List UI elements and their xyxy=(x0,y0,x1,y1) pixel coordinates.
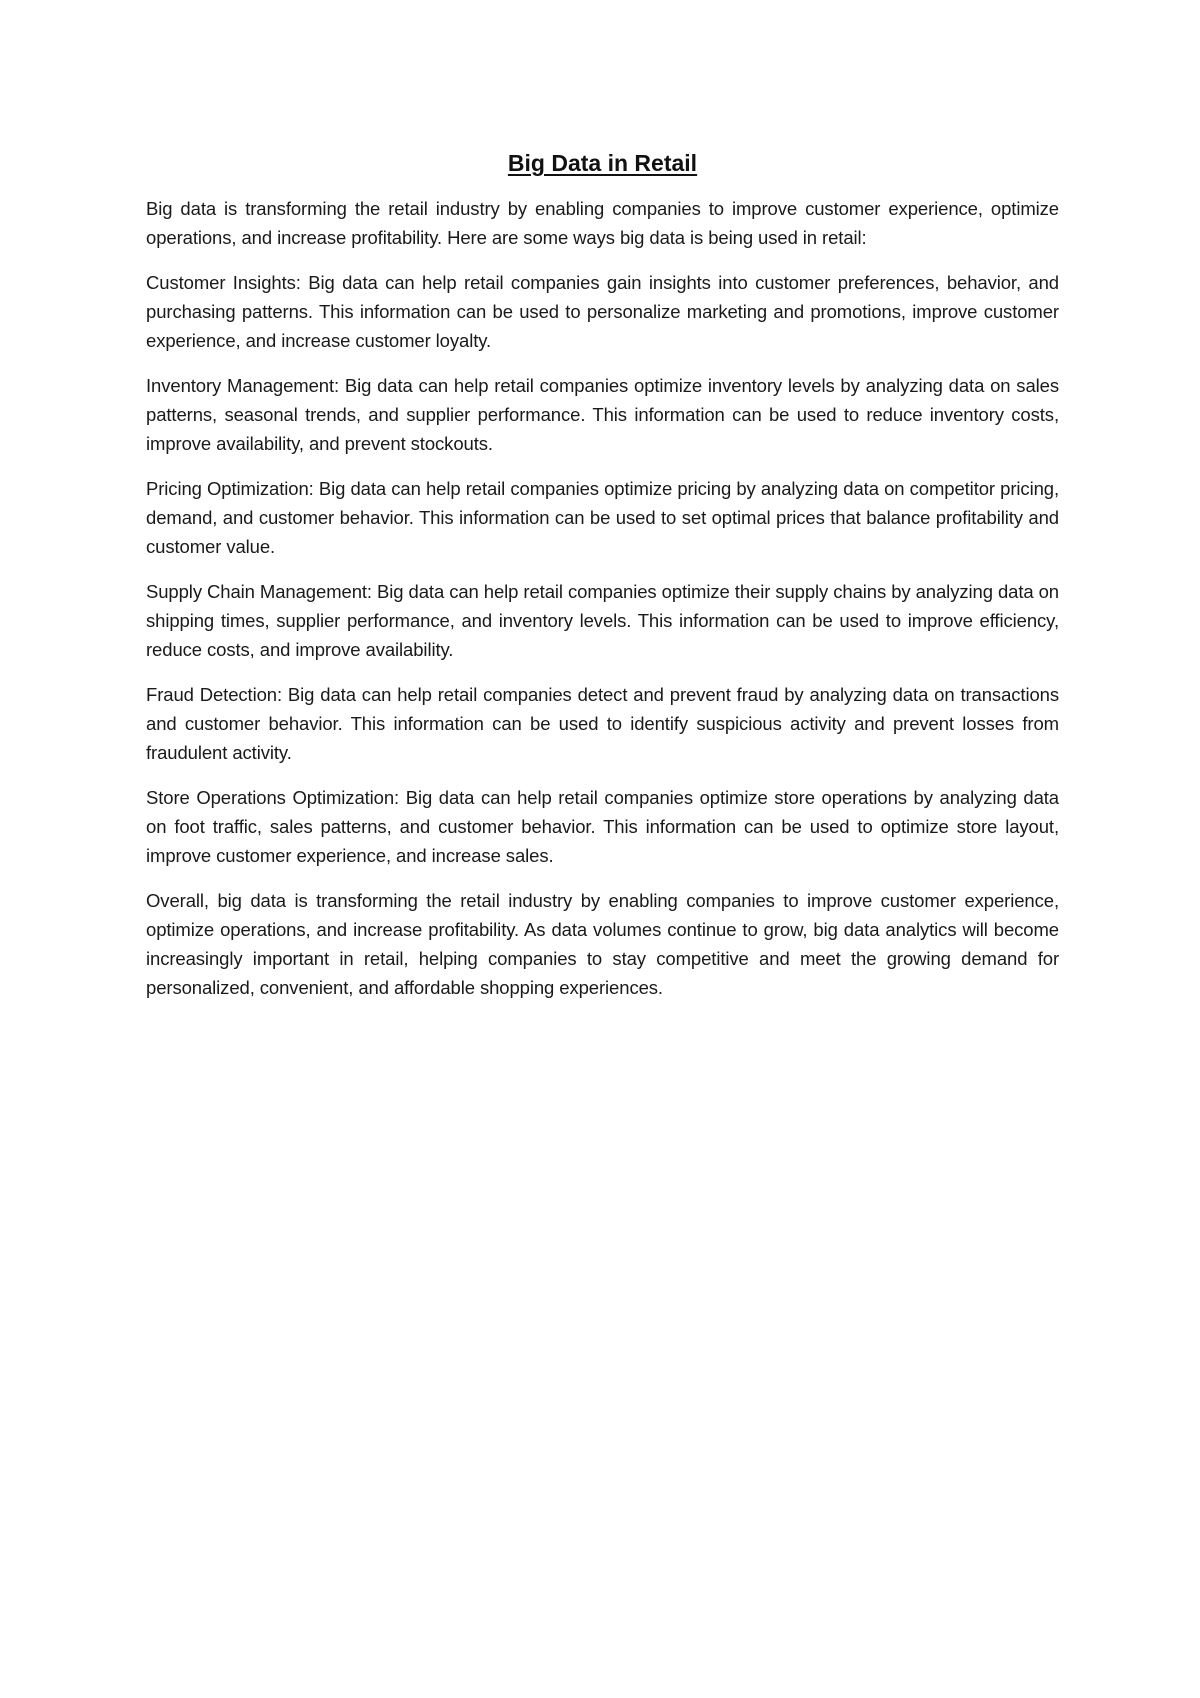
paragraph-inventory-management: Inventory Management: Big data can help retail companies optimize inventory levels by analyzing data on sales patterns, seasonal trends, and supplier performance. This information can be used to reduce inventory costs, improve availability, and prevent stockouts. xyxy=(146,375,1059,454)
paragraph-pricing-optimization: Pricing Optimization: Big data can help retail companies optimize pricing by analyzing data on competitor pricing, demand, and customer behavior. This information can be used to set optimal prices that balance profitability and customer value. xyxy=(146,478,1059,557)
document-title: Big Data in Retail xyxy=(507,150,698,176)
paragraph-intro: Big data is transforming the retail industry by enabling companies to improve customer experience, optimize operations, and increase profitability. Here are some ways big data is being used in retail: xyxy=(146,198,1059,248)
document-body xyxy=(146,148,1059,1018)
paragraph-customer-insights: Customer Insights: Big data can help retail companies gain insights into customer preferences, behavior, and purchasing patterns. This information can be used to personalize marketing and promotions, improve customer experience, and increase customer loyalty. xyxy=(146,272,1059,351)
paragraph-overall: Overall, big data is transforming the retail industry by enabling companies to improve customer experience, optimize operations, and increase profitability. As data volumes continue to grow, big data analytics will become increasingly important in retail, helping companies to stay competitive and meet the growing demand for personalized, convenient, and affordable shopping experiences. xyxy=(146,890,1059,998)
paragraph-store-operations: Store Operations Optimization: Big data can help retail companies optimize store operations by analyzing data on foot traffic, sales patterns, and customer behavior. This information can be used to optimize store layout, improve customer experience, and increase sales. xyxy=(146,787,1059,866)
paragraph-fraud-detection: Fraud Detection: Big data can help retail companies detect and prevent fraud by analyzing data on transactions and customer behavior. This information can be used to identify suspicious activity and prevent losses from fraudulent activity. xyxy=(146,684,1059,763)
paragraph-supply-chain-management: Supply Chain Management: Big data can help retail companies optimize their supply chains by analyzing data on shipping times, supplier performance, and inventory levels. This information can be used to improve efficiency, reduce costs, and improve availability. xyxy=(146,581,1059,660)
